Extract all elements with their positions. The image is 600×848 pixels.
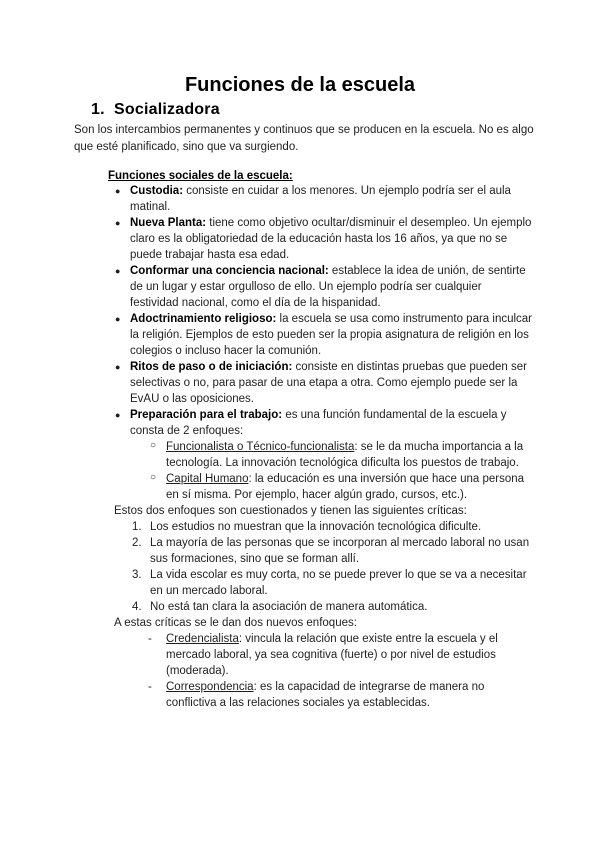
list-item — [114, 407, 532, 711]
item-text: establece la idea de unión, de sentirte de un lugar y estar orgulloso de ello. Un ejemplo podría ser cualquier festividad nacional, como el día de la hispanidad. — [130, 265, 526, 309]
list-item — [115, 359, 532, 407]
criticism-item — [132, 567, 532, 599]
new-approaches-intro: A estas críticas se le dan dos nuevos enfoques: — [114, 617, 357, 629]
new-approach-text: : es la capacidad de integrarse de manera no conflictiva a las relaciones sociales ya establecidas. — [166, 681, 485, 709]
bullet-icon: ● — [115, 186, 121, 196]
criticism-text: Los estudios no muestran que la innovación tecnológica dificulte. — [150, 521, 482, 533]
bullet-icon: ● — [115, 362, 121, 372]
criticism-number: 1. — [132, 521, 142, 533]
functions-subheading: Funciones sociales de la escuela: — [108, 170, 293, 182]
dash-bullet-icon: - — [148, 681, 152, 693]
criticism-intro: Estos dos enfoques son cuestionados y tienen las siguientes críticas: — [114, 505, 467, 517]
approaches-list — [130, 439, 532, 503]
criticism-text: La vida escolar es muy corta, no se puede prever lo que se va a necesitar en un mercado laboral. — [150, 569, 527, 597]
item-term: Preparación para el trabajo: — [130, 409, 283, 421]
item-text: consiste en cuidar a los menores. Un ejemplo podría ser el aula matinal. — [130, 185, 511, 213]
item-text: consiste en distintas pruebas que pueden ser selectivas o no, para pasar de una etapa a otra. Como ejemplo puede ser la EvAU o las oposiciones. — [130, 361, 527, 405]
dash-bullet-icon: - — [148, 633, 152, 645]
criticism-number: 4. — [132, 601, 142, 613]
item-term: Nueva Planta: — [130, 217, 207, 229]
new-approach-name: Correspondencia — [166, 681, 254, 693]
new-approach-item — [148, 679, 532, 711]
approach-name: Capital Humano — [166, 473, 249, 485]
approach-item — [150, 439, 532, 471]
bullet-icon: ● — [115, 266, 121, 276]
criticism-number: 3. — [132, 569, 142, 581]
criticism-text: La mayoría de las personas que se incorporan al mercado laboral no usan sus formaciones, sino que se forman allí. — [150, 537, 530, 565]
new-approaches-list — [130, 631, 532, 711]
new-approach-item — [148, 631, 532, 679]
list-item — [115, 215, 532, 263]
item-text: tiene como objetivo ocultar/disminuir el desempleo. Un ejemplo claro es la obligatoriedad de la educación hasta los 16 años, ya que no se puede trabajar hasta esa edad. — [130, 217, 532, 261]
functions-list — [114, 183, 533, 711]
criticism-number: 2. — [132, 537, 142, 549]
approach-text: : se le da mucha importancia a la tecnología. La innovación tecnológica dificulta los puestos de trabajo. — [166, 441, 524, 469]
criticism-item — [132, 535, 532, 567]
criticisms-list — [130, 519, 532, 615]
item-term: Custodia: — [130, 185, 184, 197]
item-term: Conformar una conciencia nacional: — [130, 265, 329, 277]
approach-name: Funcionalista o Técnico-funcionalista — [166, 441, 355, 453]
bullet-icon: ● — [115, 410, 121, 420]
list-item — [115, 263, 532, 311]
bullet-icon: ● — [115, 314, 121, 324]
section-intro: Son los intercambios permanentes y continuos que se producen en la escuela. No es algo que esté planificado, sino que va surgiendo. — [74, 124, 534, 153]
approach-text: : la educación es una inversión que hace una persona en sí misma. Por ejemplo, hacer algún grado, cursos, etc.). — [166, 473, 525, 501]
list-item — [115, 311, 533, 359]
criticism-text: No está tan clara la asociación de manera automática. — [150, 601, 428, 613]
item-term: Ritos de paso o de iniciación: — [130, 361, 293, 373]
item-term: Adoctrinamiento religioso: — [130, 313, 277, 325]
criticism-item — [132, 519, 532, 535]
list-item — [115, 183, 532, 215]
new-approach-name: Credencialista — [166, 633, 239, 645]
approach-item — [150, 471, 532, 503]
section-number: 1. — [91, 101, 105, 118]
section-heading — [91, 101, 220, 119]
item-text: es una función fundamental de la escuela y consta de 2 enfoques: — [130, 409, 507, 437]
page-title: Funciones de la escuela — [184, 74, 416, 96]
hollow-bullet-icon: ○ — [150, 472, 157, 483]
criticism-item — [132, 599, 532, 615]
section-title: Socializadora — [114, 101, 220, 118]
new-approach-text: : vincula la relación que existe entre la escuela y el mercado laboral, ya sea cognitiva (fuerte) o por nivel de estudios (moderada). — [166, 633, 498, 677]
hollow-bullet-icon: ○ — [150, 440, 157, 451]
bullet-icon: ● — [115, 218, 121, 228]
item-text: la escuela se usa como instrumento para inculcar la religión. Ejemplos de esto pueden ser la propia asignatura de religión en los colegios o incluso hacer la comunión. — [130, 313, 533, 357]
